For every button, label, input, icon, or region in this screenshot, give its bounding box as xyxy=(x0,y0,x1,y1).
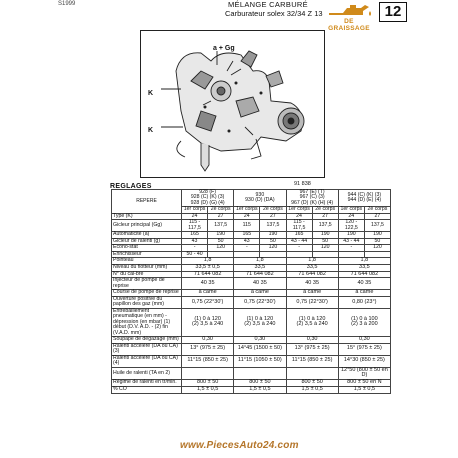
table-cell: 1,8 xyxy=(338,257,390,264)
table-cell: 33,5 xyxy=(234,264,286,271)
table-cell: 43 - 44 xyxy=(286,238,312,244)
table-cell: 71 644 082 xyxy=(182,271,234,278)
table-cell: (1) 0 à 120 (2) 3,5 à 240 xyxy=(234,308,286,336)
row-label: N° du cal-bre xyxy=(112,271,182,278)
table-cell: 33,5 xyxy=(286,264,338,271)
table-cell: 1,8 xyxy=(182,257,234,264)
table-cell: 165 xyxy=(286,232,312,238)
table-cell: 137,5 xyxy=(260,220,286,232)
corps-2-header: 2è corps xyxy=(364,207,390,213)
row-label: Automaticité (a) xyxy=(112,232,182,238)
carburetor-drawing xyxy=(141,31,324,177)
table-cell: 1,8 xyxy=(286,257,338,264)
table-cell: 120 xyxy=(208,245,234,251)
table-cell: 24 xyxy=(234,213,260,219)
model-header: 967 (E) (T) 967 (C) (3) 967 (D) (K) (H) (4) xyxy=(286,190,338,207)
table-row xyxy=(112,387,391,394)
corps-1-header: 1er corps xyxy=(338,207,364,213)
table-cell: 0,30 xyxy=(286,337,338,344)
table-cell: à came xyxy=(182,290,234,297)
table-cell: à came xyxy=(234,290,286,297)
table-cell: 14°45 (1500 ± 50) xyxy=(234,343,286,355)
figure-label-k-bottom: K xyxy=(148,127,154,134)
table-cell: (1) 0 à 120 (2) 3,5 à 240 xyxy=(182,308,234,336)
corps-2-header: 2è corps xyxy=(312,207,338,213)
model-header: 944 (C) (K) (3) 944 (D) (E) (4) xyxy=(338,190,390,207)
table-cell: 0,30 xyxy=(182,337,234,344)
table-cell: 50 xyxy=(312,238,338,244)
table-cell: 24 xyxy=(182,213,208,219)
table-cell: 11°15 (850 ± 25) xyxy=(182,355,234,367)
table-row xyxy=(112,264,391,271)
page-number-box: 12 xyxy=(379,2,407,22)
table-cell: 50 xyxy=(364,238,390,244)
table-cell: 40 35 xyxy=(234,278,286,290)
table-row xyxy=(112,367,391,380)
table-cell: 12°50 (800 ± 50 en D) xyxy=(338,367,390,380)
table-cell xyxy=(182,367,234,380)
table-cell: 71 644 082 xyxy=(234,271,286,278)
table-cell: 33,5 xyxy=(338,264,390,271)
table-cell: 40 35 xyxy=(182,278,234,290)
table-cell: - xyxy=(182,245,208,251)
table-cell: 0,30 xyxy=(338,337,390,344)
table-cell: 43 - 44 xyxy=(338,238,364,244)
table-cell: 15° (975 ± 25) xyxy=(338,343,390,355)
corps-1-header: 1er corps xyxy=(286,207,312,213)
table-cell: 0,75 (22°30') xyxy=(182,296,234,308)
page-subtitle: Carburateur solex 32/34 Z 13 xyxy=(225,9,323,18)
table-cell: - xyxy=(338,245,364,251)
row-label: Niveau du flotteur (mm) xyxy=(112,264,182,271)
table-cell: 50 xyxy=(208,238,234,244)
row-label: Soupape de dégazage (mm) xyxy=(112,337,182,344)
corps-1-header: 1er corps xyxy=(182,207,208,213)
model-header: 930 930 (D) (DA) xyxy=(234,190,286,207)
table-cell: - xyxy=(286,245,312,251)
table-cell: 11°15 (850 ± 25) xyxy=(286,355,338,367)
table-cell: 190 xyxy=(338,232,364,238)
table-cell: 27 xyxy=(312,213,338,219)
repere-header: REPERE xyxy=(112,190,182,214)
table-row xyxy=(112,220,391,232)
row-label: Pointeau xyxy=(112,257,182,264)
table-cell: 137,5 xyxy=(312,220,338,232)
row-label: Course de pompe de reprise xyxy=(112,290,182,297)
table-cell: 800 ± 50 xyxy=(286,380,338,387)
row-label: Huile de ralenti (TA en 2) xyxy=(112,367,182,380)
table-cell: 0,30 xyxy=(234,337,286,344)
table-cell: 190 xyxy=(364,232,390,238)
row-label: Ralenti accéléré (DA ou CA) (3) xyxy=(112,343,182,355)
table-cell: 800 ± 50 xyxy=(182,380,234,387)
logo-text: DE GRAISSAGE xyxy=(328,18,370,32)
table-cell: 71 644 082 xyxy=(286,271,338,278)
table-cell: 1,5 ± 0,5 xyxy=(234,387,286,394)
table-cell: 0,75 (22°30') xyxy=(286,296,338,308)
corps-2-header: 2è corps xyxy=(260,207,286,213)
table-cell: 43 xyxy=(182,238,208,244)
table-cell: 137,5 xyxy=(364,220,390,232)
table-cell: 115 - 117,5 xyxy=(286,220,312,232)
row-label: Enrichisseur xyxy=(112,251,182,257)
row-label: Régime de ralenti en tr/min. xyxy=(112,380,182,387)
table-cell: 165 xyxy=(182,232,208,238)
table-row xyxy=(112,343,391,355)
table-cell: 11°15 (1050 ± 50) xyxy=(234,355,286,367)
table-row xyxy=(112,355,391,367)
table-row xyxy=(112,278,391,290)
row-label: % CO xyxy=(112,387,182,394)
row-label: Econo-stat xyxy=(112,245,182,251)
table-cell: 800 ± 50 xyxy=(234,380,286,387)
ref-code: S1999 xyxy=(58,1,76,7)
table-cell: 50 xyxy=(260,238,286,244)
corps-1-header: 1er corps xyxy=(234,207,260,213)
table-cell: 165 xyxy=(234,232,260,238)
table-cell: 800 ± 50 en N xyxy=(338,380,390,387)
table-cell: 40 35 xyxy=(286,278,338,290)
table-cell: 0,75 (22°30') xyxy=(234,296,286,308)
table-cell: 190 xyxy=(208,232,234,238)
table-cell: 115 - 117,5 xyxy=(182,220,208,232)
section-title: REGLAGES xyxy=(110,183,152,190)
row-label: Type (K) xyxy=(112,213,182,219)
table-cell: 120 xyxy=(312,245,338,251)
corps-2-header: 2è corps xyxy=(208,207,234,213)
row-label: Entrebâillement pneumatique (en mm) - dépression (en mbar) (1) début (D.V. A.D. - (2) fin (V.A.D. mm) xyxy=(112,308,182,336)
table-cell: 33,5 ± 0,5 xyxy=(182,264,234,271)
row-label: Gicleur principal (Gg) xyxy=(112,220,182,232)
table-cell: - xyxy=(234,245,260,251)
table-cell: 1,5 ± 0,5 xyxy=(286,387,338,394)
model-header: 928 (F) 928 (C) (K) (3) 928 (D) (G) (4) xyxy=(182,190,234,207)
table-cell: à came xyxy=(338,290,390,297)
figure-label-k-top: K xyxy=(148,90,154,97)
table-cell: 50 - 40 xyxy=(182,251,208,257)
figure-label-a-gg: a + Gg xyxy=(213,45,235,52)
table-cell: 71 644 082 xyxy=(338,271,390,278)
oil-can-icon xyxy=(323,1,375,19)
table-cell: 27 xyxy=(364,213,390,219)
table-cell: 1,5 ± 0,5 xyxy=(182,387,234,394)
table-cell: 1,5 ± 0,5 xyxy=(338,387,390,394)
table-cell: 120 - 122,5 xyxy=(338,220,364,232)
table-header-row xyxy=(112,190,391,207)
row-label: Ralenti accéléré (DA ou CA) (4) xyxy=(112,355,182,367)
table-cell: (1) 0 à 100 (2) 3 à 200 xyxy=(338,308,390,336)
table-cell: 120 xyxy=(260,245,286,251)
row-label: Injecteur de pompe de reprise xyxy=(112,278,182,290)
table-row xyxy=(112,296,391,308)
table-cell: 24 xyxy=(338,213,364,219)
table-cell: 13° (975 ± 25) xyxy=(286,343,338,355)
table-row xyxy=(112,308,391,336)
table-cell: 14°30 (850 ± 25) xyxy=(338,355,390,367)
page-title: MÉLANGE CARBURÉ xyxy=(228,0,308,9)
table-cell: 1,8 xyxy=(234,257,286,264)
table-cell: 190 xyxy=(312,232,338,238)
table-cell xyxy=(286,367,338,380)
table-cell: 190 xyxy=(260,232,286,238)
table-cell xyxy=(234,367,286,380)
table-cell: 27 xyxy=(260,213,286,219)
row-label: Ouverture positive du papillon des gaz (mm) xyxy=(112,296,182,308)
settings-table xyxy=(111,189,391,394)
table-cell: 0,80 (23°) xyxy=(338,296,390,308)
table-cell: 27 xyxy=(208,213,234,219)
table-cell: 13° (975 ± 25) xyxy=(182,343,234,355)
row-label: Gicleur de ralenti (g) xyxy=(112,238,182,244)
table-cell: 24 xyxy=(286,213,312,219)
carburetor-figure xyxy=(140,30,325,178)
table-cell: (1) 0 à 120 (2) 3,5 à 240 xyxy=(286,308,338,336)
table-cell: 40 35 xyxy=(338,278,390,290)
table-cell: à came xyxy=(286,290,338,297)
table-cell: 120 xyxy=(364,245,390,251)
watermark: www.PiecesAuto24.com xyxy=(180,440,299,451)
table-cell: 115 xyxy=(234,220,260,232)
table-cell: 43 xyxy=(234,238,260,244)
table-cell: 137,5 xyxy=(208,220,234,232)
figure-code: 91 838 xyxy=(294,181,311,187)
